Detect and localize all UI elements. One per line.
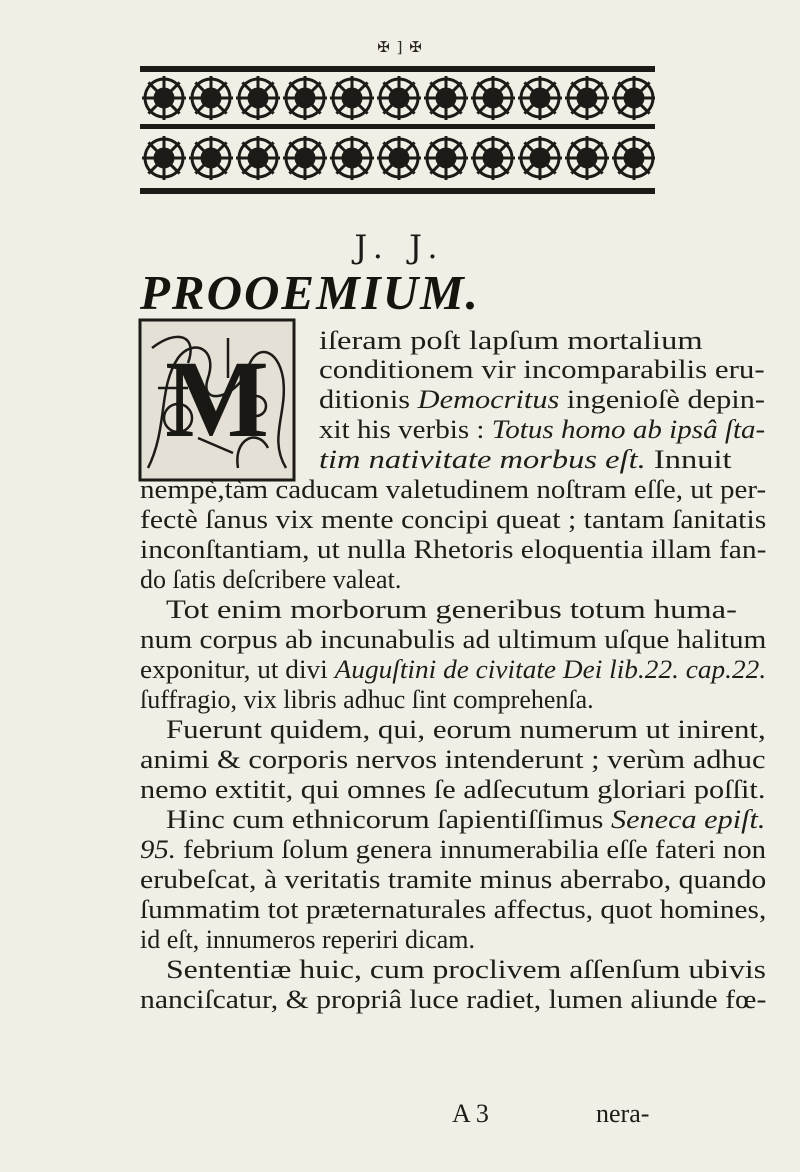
- ornament-rosette-center: [202, 89, 220, 107]
- page-title: PROOEMIUM.: [140, 265, 480, 320]
- text-run: Hinc cum ethnicorum ſapientiſſimus: [166, 805, 612, 834]
- text-run: ſummatim tot præternaturales affectus, quot homines,: [140, 895, 767, 924]
- catchword: nera-: [596, 1099, 650, 1128]
- text-line: [166, 955, 766, 985]
- text-line: [319, 326, 703, 356]
- ornament-rosette-center: [296, 89, 314, 107]
- page-top-mark: ✠ ] ✠: [377, 38, 423, 56]
- headpiece-ornament: [140, 60, 655, 198]
- ornament-rosette-center: [249, 149, 267, 167]
- text-run: ditionis: [319, 385, 418, 414]
- text-line: [140, 685, 594, 715]
- text-run: id eſt, innumeros reperiri dicam.: [140, 925, 476, 954]
- ornament-rosette-center: [437, 89, 455, 107]
- ornament-rosette-center: [578, 89, 596, 107]
- ornament-rosette-center: [155, 89, 173, 107]
- italic-run: Democritus: [417, 385, 560, 414]
- text-run: animi & corporis nervos intenderunt ; verùm adhuc: [140, 745, 766, 774]
- ornament-rosette-center: [155, 149, 173, 167]
- ornament-rosette-center: [484, 89, 502, 107]
- decorated-initial: [138, 318, 296, 482]
- text-run: exponitur, ut divi: [140, 655, 335, 684]
- text-run: iſeram poſt lapſum mortalium: [319, 326, 703, 355]
- italic-run: Seneca epiſt.: [611, 805, 766, 834]
- ornament-rosette-center: [202, 149, 220, 167]
- ornament-rosette-center: [484, 149, 502, 167]
- text-line: [319, 445, 732, 475]
- text-line: [140, 565, 401, 595]
- text-run: ingenioſè depin-: [559, 385, 766, 414]
- text-line: [166, 805, 765, 835]
- text-line: [319, 385, 765, 415]
- italic-run: Totus homo ab ipsâ ſta-: [491, 415, 766, 444]
- text-line: [140, 775, 765, 805]
- ornament-rosette-center: [437, 149, 455, 167]
- signature-mark: A 3: [452, 1099, 489, 1128]
- text-line: [140, 865, 766, 895]
- text-run: conditionem vir incomparabilis eru-: [319, 355, 765, 384]
- text-run: fectè ſanus vix mente concipi queat ; tantam ſanitatis: [140, 505, 767, 534]
- text-line: [319, 415, 765, 445]
- text-line: [140, 505, 766, 535]
- text-line: [166, 595, 737, 625]
- text-run: nemo extitit, qui omnes ſe adſecutum gloriari poſſit.: [140, 775, 766, 804]
- text-line: [140, 925, 475, 955]
- ornament-rosette-center: [531, 89, 549, 107]
- ornament-rosette-center: [296, 149, 314, 167]
- text-run: Innuit: [645, 445, 732, 474]
- text-line: [140, 475, 766, 505]
- initial-letter: M: [165, 338, 269, 460]
- text-line: [166, 715, 766, 745]
- ornament-rosette-center: [390, 149, 408, 167]
- text-run: erubeſcat, à veritatis tramite minus aberrabo, quando: [140, 865, 767, 894]
- ornament-rosette-center: [343, 89, 361, 107]
- text-line: [140, 835, 766, 865]
- ornament-rosette-center: [625, 149, 643, 167]
- text-line: [319, 355, 765, 385]
- page-footer: [0, 1099, 800, 1131]
- ornament-rosette-center: [625, 89, 643, 107]
- italic-run: 95.: [140, 835, 176, 864]
- text-run: xit his verbis :: [319, 415, 492, 444]
- italic-run: Auguſtini de civitate Dei lib.22. cap.22.: [334, 655, 767, 684]
- text-line: [140, 745, 766, 775]
- text-line: [140, 535, 766, 565]
- italic-run: tim nativitate morbus eſt.: [319, 445, 646, 474]
- text-line: [140, 625, 766, 655]
- text-run: nempè,tàm caducam valetudinem noſtram eſſe, ut per-: [140, 475, 767, 504]
- text-run: ſuffragio, vix libris adhuc ſint comprehenſa.: [140, 685, 594, 714]
- ornament-rosette-center: [343, 149, 361, 167]
- text-line: [140, 655, 766, 685]
- text-run: num corpus ab incunabulis ad ultimum uſque halitum: [140, 625, 767, 654]
- ornament-rosette-center: [578, 149, 596, 167]
- text-run: Sententiæ huic, cum proclivem aſſenſum ubivis: [166, 955, 767, 984]
- text-run: nanciſcatur, & propriâ luce radiet, lumen aliunde fœ-: [140, 985, 767, 1014]
- text-run: do ſatis deſcribere valeat.: [140, 565, 402, 594]
- ornament-rosette-center: [531, 149, 549, 167]
- text-line: [140, 985, 766, 1015]
- text-run: inconſtantiam, ut nulla Rhetoris eloquentia illam fan-: [140, 535, 767, 564]
- text-run: Tot enim morborum generibus totum huma-: [166, 595, 737, 624]
- text-run: febrium ſolum genera innumerabilia eſſe fateri non: [175, 835, 767, 864]
- ornament-rosette-center: [390, 89, 408, 107]
- page-signature-header: J. J.: [354, 228, 446, 266]
- text-line: [140, 895, 766, 925]
- text-run: Fuerunt quidem, qui, eorum numerum ut inirent,: [166, 715, 766, 744]
- ornament-rosette-center: [249, 89, 267, 107]
